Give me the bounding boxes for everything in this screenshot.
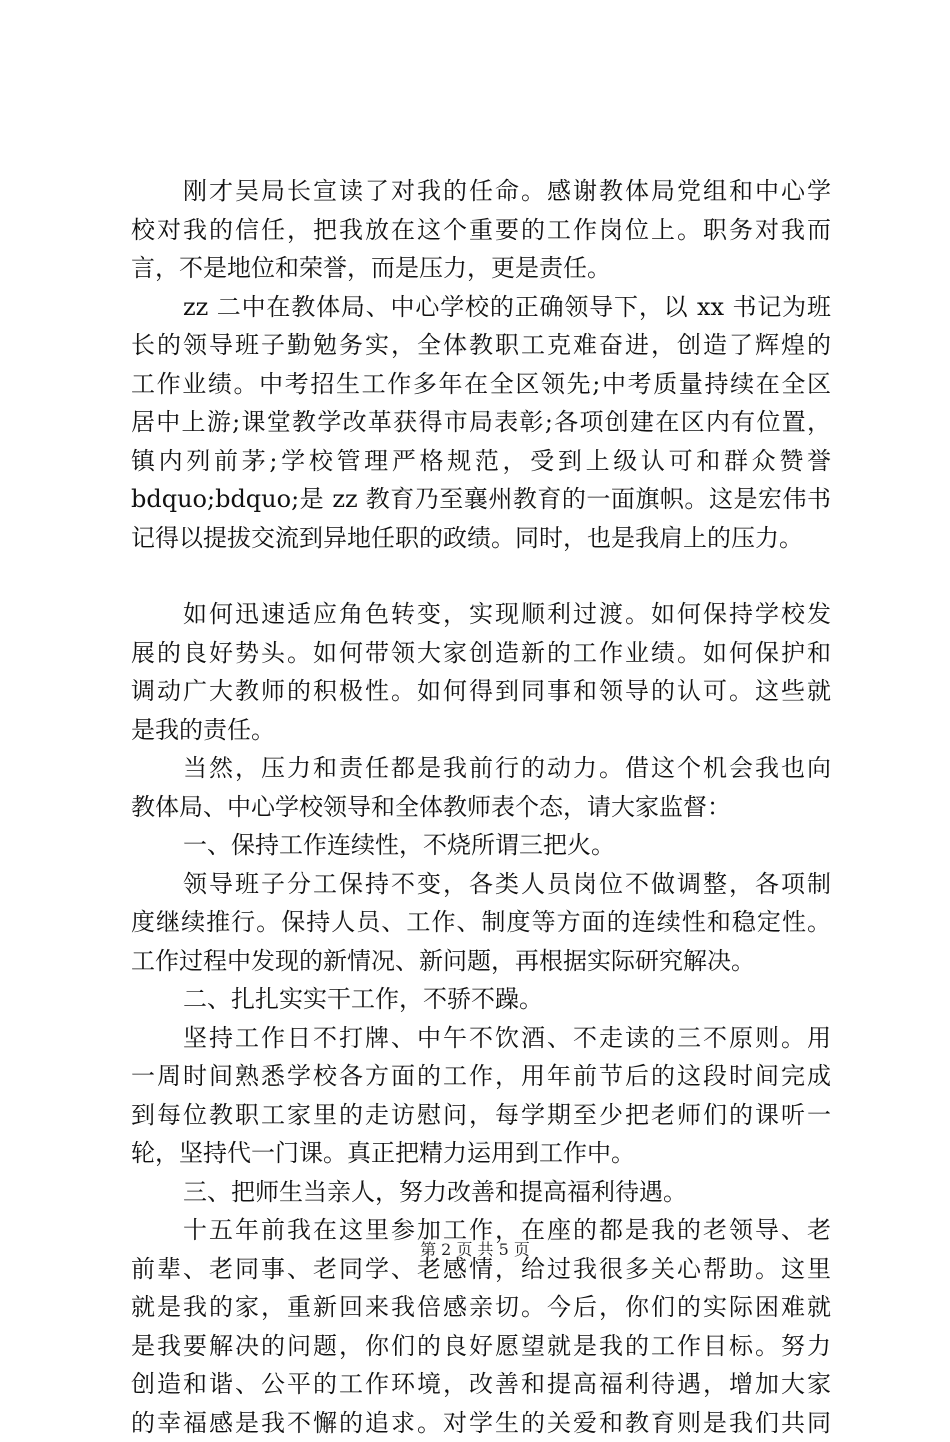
text-line: 是我要解决的问题，你们的良好愿望就是我的工作目标。努力 <box>131 1327 831 1366</box>
text-line: 一周时间熟悉学校各方面的工作，用年前节后的这段时间完成 <box>131 1057 831 1096</box>
text-line: 领导班子分工保持不变，各类人员岗位不做调整，各项制 <box>131 865 831 904</box>
text-line: 教体局、中心学校领导和全体教师表个态，请大家监督： <box>131 788 831 827</box>
text-line: 坚持工作日不打牌、中午不饮酒、不走读的三不原则。用 <box>131 1019 831 1058</box>
text-line: 工作过程中发现的新情况、新问题，再根据实际研究解决。 <box>131 942 831 981</box>
text-line: 就是我的家，重新回来我倍感亲切。今后，你们的实际困难就 <box>131 1288 831 1327</box>
section-heading: 三、把师生当亲人，努力改善和提高福利待遇。 <box>131 1173 831 1212</box>
text-line: 是我的责任。 <box>131 711 831 750</box>
text-line: 如何迅速适应角色转变，实现顺利过渡。如何保持学校发 <box>131 595 831 634</box>
text-line: 创造和谐、公平的工作环境，改善和提高福利待遇，增加大家 <box>131 1365 831 1404</box>
text-line: 到每位教职工家里的走访慰问，每学期至少把老师们的课听一 <box>131 1096 831 1135</box>
text-line: 言，不是地位和荣誉，而是压力，更是责任。 <box>131 249 831 288</box>
text-line: bdquo;bdquo;是 zz 教育乃至襄州教育的一面旗帜。这是宏伟书 <box>131 480 831 519</box>
text-line: 校对我的信任，把我放在这个重要的工作岗位上。职务对我而 <box>131 211 831 250</box>
text-line: 当然，压力和责任都是我前行的动力。借这个机会我也向 <box>131 749 831 788</box>
text-line: 调动广大教师的积极性。如何得到同事和领导的认可。这些就 <box>131 672 831 711</box>
text-line: 度继续推行。保持人员、工作、制度等方面的连续性和稳定性。 <box>131 903 831 942</box>
text-line: 刚才吴局长宣读了对我的任命。感谢教体局党组和中心学 <box>131 172 831 211</box>
paragraph-gap <box>131 557 831 595</box>
section-heading: 一、保持工作连续性，不烧所谓三把火。 <box>131 826 831 865</box>
text-line: 轮，坚持代一门课。真正把精力运用到工作中。 <box>131 1134 831 1173</box>
text-line: 居中上游;课堂教学改革获得市局表彰;各项创建在区内有位置， <box>131 403 831 442</box>
text-line: 镇内列前茅;学校管理严格规范，受到上级认可和群众赞誉 <box>131 442 831 481</box>
text-line: 十五年前我在这里参加工作，在座的都是我的老领导、老 <box>131 1211 831 1250</box>
text-line: 的幸福感是我不懈的追求。对学生的关爱和教育则是我们共同 <box>131 1404 831 1442</box>
text-line: zz 二中在教体局、中心学校的正确领导下，以 xx 书记为班 <box>131 288 831 327</box>
text-line: 展的良好势头。如何带领大家创造新的工作业绩。如何保护和 <box>131 634 831 673</box>
text-line: 前辈、老同事、老同学、老感情，给过我很多关心帮助。这里 <box>131 1250 831 1289</box>
text-line: 工作业绩。中考招生工作多年在全区领先;中考质量持续在全区 <box>131 365 831 404</box>
page-number-footer: 第 2 页 共 5 页 <box>0 1237 950 1260</box>
text-line: 长的领导班子勤勉务实，全体教职工克难奋进，创造了辉煌的 <box>131 326 831 365</box>
section-heading: 二、扎扎实实干工作，不骄不躁。 <box>131 980 831 1019</box>
text-line: 记得以提拔交流到异地任职的政绩。同时，也是我肩上的压力。 <box>131 519 831 558</box>
